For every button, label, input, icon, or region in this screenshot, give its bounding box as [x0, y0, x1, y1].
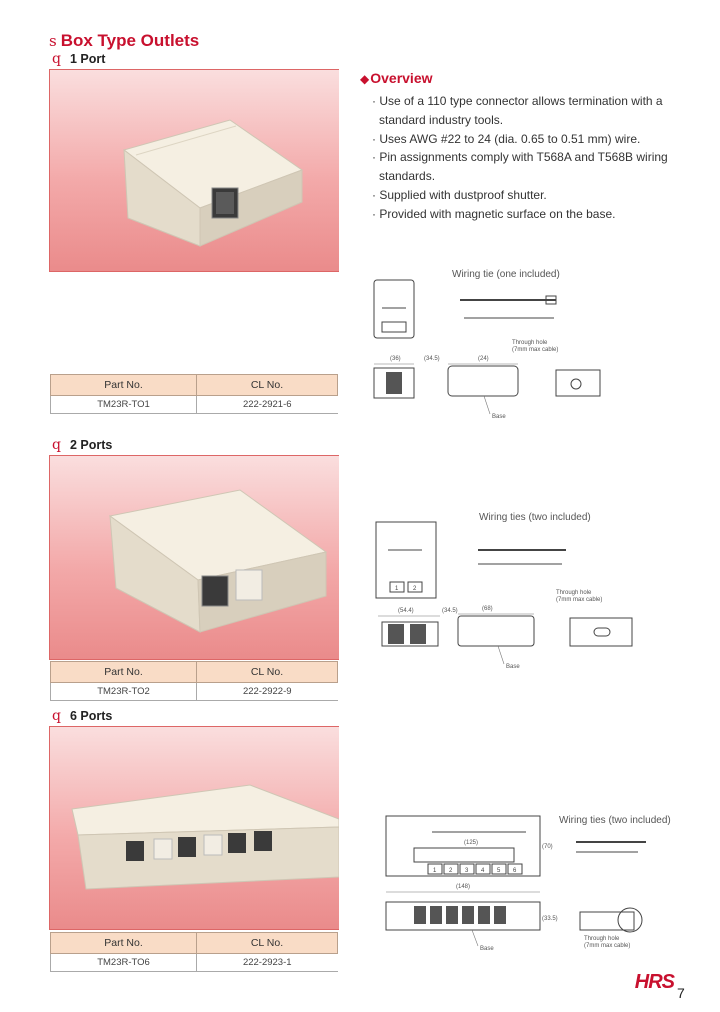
list-item: · Use of a 110 type connector allows termination with a standard industry tools. [372, 94, 663, 127]
table-row [51, 954, 338, 972]
port-label: 5 [497, 868, 501, 874]
port-label: 2 [449, 868, 453, 874]
section-heading-text: 6 Ports [69, 709, 113, 723]
outlet-1-port-illustration [50, 70, 339, 271]
drawing-6-ports [376, 808, 676, 968]
dim-w-label: (148) [456, 884, 471, 890]
table-row [51, 683, 338, 701]
dim-d-label: (33.5) [542, 916, 558, 922]
tie-caption-6-ports: Wiring ties (two included) [559, 815, 671, 826]
dim-w-label: (54.4) [398, 608, 414, 614]
col-header-cl: CL No. [197, 933, 338, 954]
drawing-2-ports [370, 520, 640, 676]
parts-table-1-port [50, 374, 338, 414]
tie-caption-2-ports: Wiring ties (two included) [479, 512, 591, 523]
page-number: 7 [677, 985, 685, 1001]
base-label: Base [506, 664, 520, 670]
col-header-cl: CL No. [197, 662, 338, 683]
outlet-6-ports-illustration [50, 727, 339, 929]
col-header-part: Part No. [51, 375, 197, 396]
overview-heading [360, 70, 433, 86]
cl-no-cell: 222-2923-1 [197, 954, 338, 972]
list-item: · Uses AWG #22 to 24 (dia. 0.65 to 0.51 mm) wire. [372, 131, 641, 146]
through-hole-label: Through hole [512, 340, 548, 346]
port-label: 1 [433, 868, 437, 874]
dim-d-label: (68) [482, 606, 493, 612]
section-bullet: q [52, 437, 61, 453]
port-label: 4 [481, 868, 485, 874]
dim-w-label: (36) [390, 356, 401, 362]
port-label: 3 [465, 868, 469, 874]
section-heading-2-ports [52, 437, 112, 453]
dim-h-label: (34.5) [424, 356, 440, 362]
port-number-row [428, 864, 522, 874]
through-hole-label: Through hole [556, 590, 592, 596]
section-heading-1-port [52, 51, 105, 67]
dim-h-label: (70) [542, 844, 553, 850]
section-heading-text: 2 Ports [69, 438, 113, 452]
col-header-part: Part No. [51, 662, 197, 683]
col-header-part: Part No. [51, 933, 197, 954]
product-photo-2-ports [49, 455, 339, 660]
dim-inner-label: (125) [464, 840, 479, 846]
section-bullet: q [52, 51, 61, 67]
drawing-1-port [360, 278, 620, 426]
overview-marker: ◆ [360, 72, 370, 86]
port-label: 6 [513, 868, 517, 874]
list-item: · Provided with magnetic surface on the base. [372, 206, 616, 221]
cl-no-cell: 222-2921-6 [197, 396, 338, 414]
part-no-cell: TM23R-TO6 [51, 954, 197, 972]
cable-note-label: (7mm max cable) [584, 943, 631, 949]
port-label: 1 [395, 586, 399, 592]
product-photo-1-port [49, 69, 339, 272]
parts-table-6-ports [50, 932, 338, 972]
table-row [51, 396, 338, 414]
hrs-logo: HRS [634, 971, 674, 993]
section-bullet: q [52, 708, 61, 724]
col-header-cl: CL No. [197, 375, 338, 396]
port-label: 2 [413, 586, 417, 592]
list-item: · Pin assignments comply with T568A and T568B wiring standards. [372, 150, 668, 184]
cl-no-cell: 222-2922-9 [197, 683, 338, 701]
dim-h-label: (34.5) [442, 608, 458, 614]
title-bullet: s [49, 32, 57, 50]
dim-d-label: (24) [478, 356, 489, 362]
page-title [49, 31, 199, 51]
page-title-text: Box Type Outlets [60, 31, 200, 50]
parts-table-2-ports [50, 661, 338, 701]
outlet-2-ports-illustration [50, 456, 339, 659]
part-no-cell: TM23R-TO2 [51, 683, 197, 701]
section-heading-6-ports [52, 708, 112, 724]
cable-note-label: (7mm max cable) [556, 597, 603, 603]
section-heading-text: 1 Port [69, 52, 106, 66]
product-photo-6-ports [49, 726, 339, 930]
tie-caption-1-port: Wiring tie (one included) [452, 269, 560, 280]
overview-list [372, 92, 682, 224]
base-label: Base [492, 414, 506, 420]
through-hole-label: Through hole [584, 936, 620, 942]
part-no-cell: TM23R-TO1 [51, 396, 197, 414]
cable-note-label: (7mm max cable) [512, 347, 559, 353]
list-item: · Supplied with dustproof shutter. [372, 187, 547, 202]
base-label: Base [480, 946, 494, 952]
overview-heading-text: Overview [370, 70, 433, 86]
